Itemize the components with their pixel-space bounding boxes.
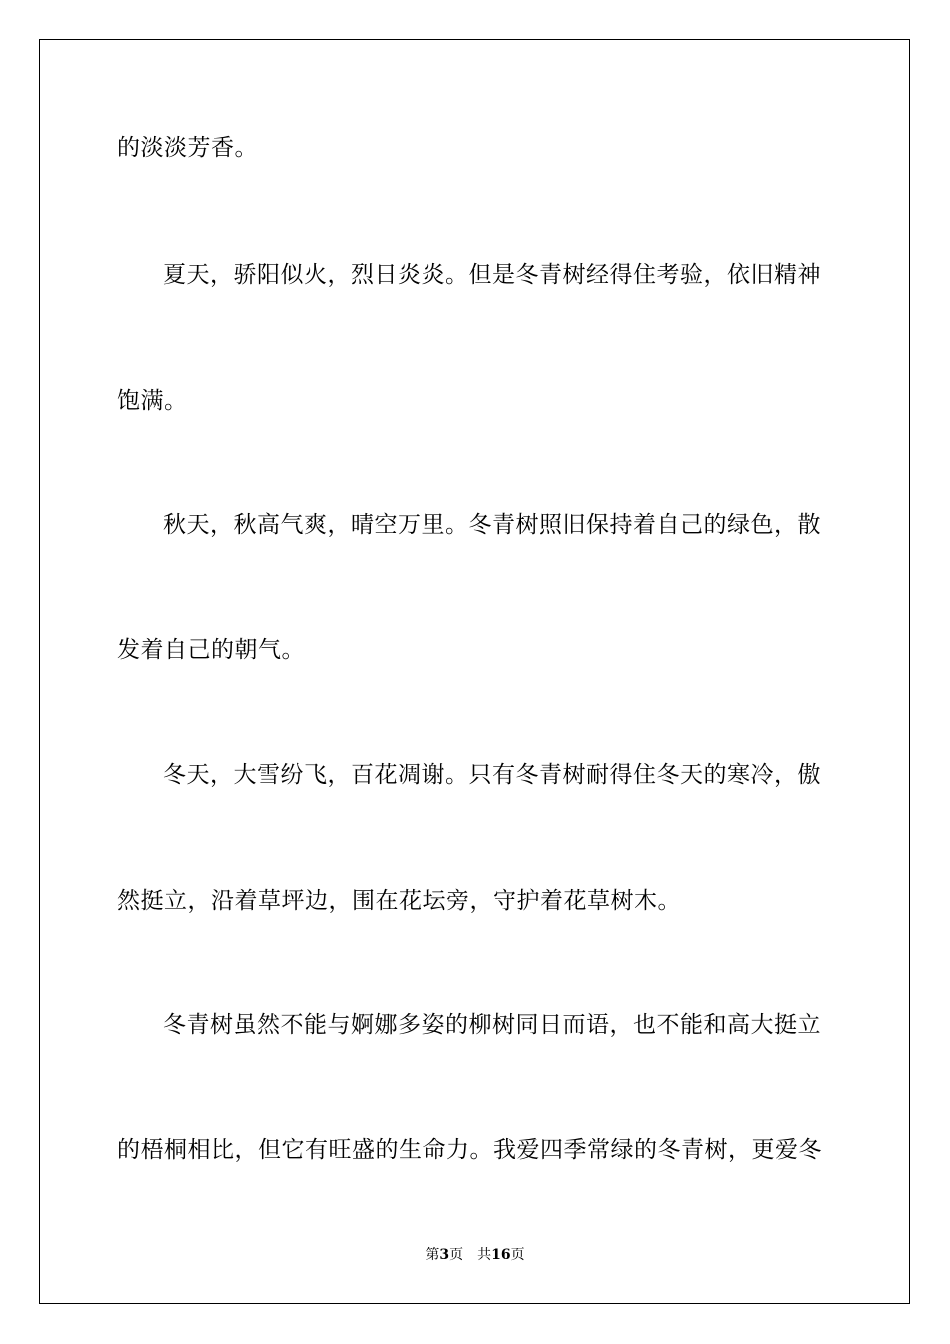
text-line-1: 的淡淡芳香。 xyxy=(117,135,258,161)
text-line-2: 夏天，骄阳似火，烈日炎炎。但是冬青树经得住考验，依旧精神 xyxy=(163,262,821,288)
page-number: 3 xyxy=(439,1247,450,1263)
page-border xyxy=(39,39,910,1304)
page-suffix: 页 xyxy=(449,1247,464,1263)
total-prefix: 共 xyxy=(477,1247,492,1263)
text-line-5: 发着自己的朝气。 xyxy=(117,637,305,663)
text-line-8: 冬青树虽然不能与婀娜多姿的柳树同日而语，也不能和高大挺立 xyxy=(163,1012,821,1038)
text-line-4: 秋天，秋高气爽，晴空万里。冬青树照旧保持着自己的绿色，散 xyxy=(163,512,821,538)
total-pages: 16 xyxy=(491,1247,511,1263)
page-prefix: 第 xyxy=(425,1247,440,1263)
page-footer xyxy=(0,1246,950,1264)
total-suffix: 页 xyxy=(510,1247,525,1263)
text-line-3: 饱满。 xyxy=(117,388,188,414)
text-line-7: 然挺立，沿着草坪边，围在花坛旁，守护着花草树木。 xyxy=(117,888,681,914)
text-line-9: 的梧桐相比，但它有旺盛的生命力。我爱四季常绿的冬青树，更爱冬 xyxy=(117,1137,822,1163)
text-line-6: 冬天，大雪纷飞，百花凋谢。只有冬青树耐得住冬天的寒冷，傲 xyxy=(163,762,821,788)
